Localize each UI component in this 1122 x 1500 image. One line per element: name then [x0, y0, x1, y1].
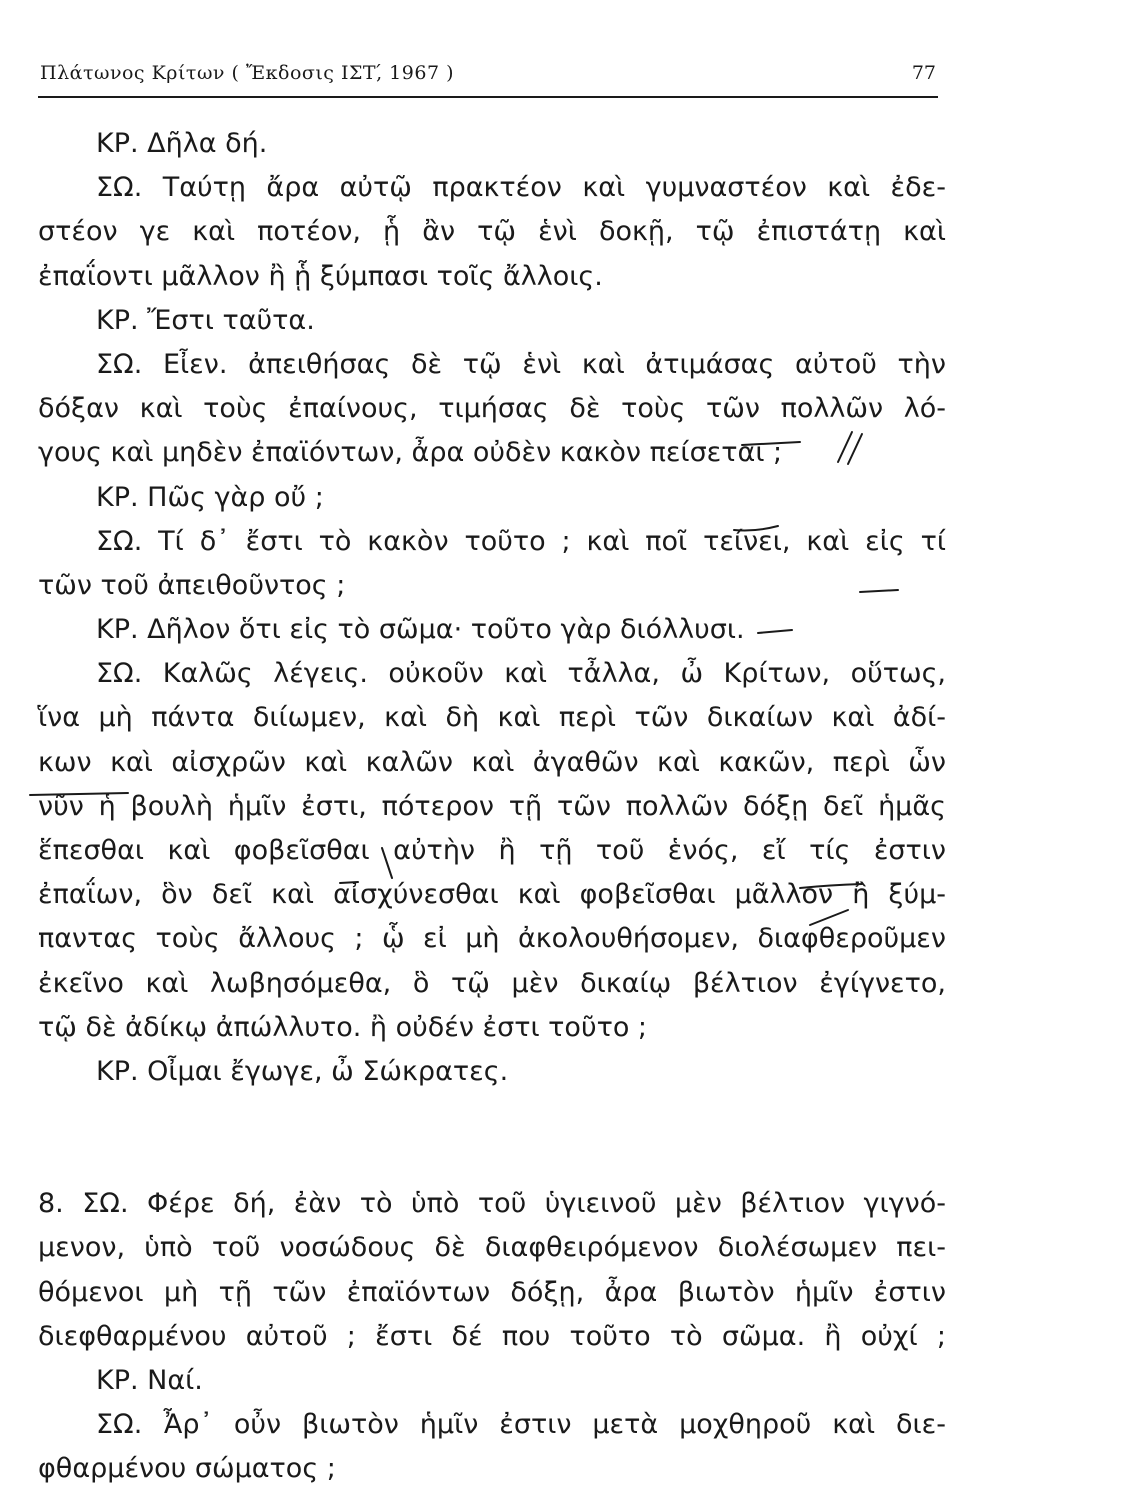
text-line: ΣΩ. Καλῶς λέγεις. οὐκοῦν καὶ τἆλλα, ὦ Κρίτων, οὕτως,	[96, 658, 946, 690]
section-gap	[38, 1094, 946, 1182]
page-number: 77	[911, 62, 936, 84]
text-line: φθαρμένου σώματος ;	[38, 1453, 336, 1485]
text-line: ΚΡ. Δῆλα δή.	[96, 128, 268, 159]
text-line: ΚΡ. Δῆλον ὅτι εἰς τὸ σῶμα· τοῦτο γὰρ διόλλυσι.	[96, 614, 745, 646]
text-line: ΚΡ. Πῶς γὰρ οὔ ;	[96, 481, 324, 513]
text-line: παντας τοὺς ἄλλους ; ᾧ εἰ μὴ ἀκολουθήσομεν, διαφθεροῦμεν	[38, 923, 946, 955]
text-line: νῦν ἡ βουλὴ ἡμῖν ἐστι, πότερον τῇ τῶν πολλῶν δόξῃ δεῖ ἡμᾶς	[38, 790, 946, 822]
text-line: ΚΡ. Οἶμαι ἔγωγε, ὦ Σώκρατες.	[96, 1055, 509, 1087]
dialogue-text	[38, 122, 946, 1491]
text-line: ἐκεῖνο καὶ λωβησόμεθα, ὃ τῷ μὲν δικαίῳ βέλτιον ἐγίγνετο,	[38, 967, 946, 999]
text-line: ἵνα μὴ πάντα διίωμεν, καὶ δὴ καὶ περὶ τῶν δικαίων καὶ ἀδί-	[38, 702, 946, 734]
text-line: ΚΡ. Ναί.	[96, 1364, 203, 1396]
text-line: τῶν τοῦ ἀπειθοῦντος ;	[38, 569, 346, 601]
text-line: κων καὶ αἰσχρῶν καὶ καλῶν καὶ ἀγαθῶν καὶ κακῶν, περὶ ὧν	[38, 746, 946, 778]
text-line: ΚΡ. Ἔστι ταῦτα.	[96, 304, 315, 336]
text-line: δόξαν καὶ τοὺς ἐπαίνους, τιμήσας δὲ τοὺς τῶν πολλῶν λό-	[38, 393, 946, 425]
running-title: Πλάτωνος Κρίτων ( Ἔκδοσις ΙΣΤ,́ 1967 )	[40, 62, 454, 84]
text-line: ἐπαΐων, ὃν δεῖ καὶ αἰσχύνεσθαι καὶ φοβεῖσθαι μᾶλλον ἢ ξύμ-	[38, 879, 946, 911]
text-line: στέον γε καὶ ποτέον, ᾗ ἂν τῷ ἑνὶ δοκῇ, τῷ ἐπιστάτῃ καὶ	[38, 216, 946, 248]
text-line: γους καὶ μηδὲν ἐπαϊόντων, ἆρα οὐδὲν κακὸν πείσεται ;	[38, 437, 783, 469]
text-line: ΣΩ. Τί δ᾽ ἔστι τὸ κακὸν τοῦτο ; καὶ ποῖ τείνει, καὶ εἰς τί	[96, 525, 946, 557]
text-line: 8. ΣΩ. Φέρε δή, ἐὰν τὸ ὑπὸ τοῦ ὑγιεινοῦ μὲν βέλτιον γιγνό-	[38, 1188, 946, 1220]
text-line: ΣΩ. Εἶεν. ἀπειθήσας δὲ τῷ ἑνὶ καὶ ἀτιμάσας αὐτοῦ τὴν	[96, 348, 946, 380]
text-line: τῷ δὲ ἀδίκῳ ἀπώλλυτο. ἢ οὐδέν ἐστι τοῦτο ;	[38, 1011, 648, 1043]
text-line: διεφθαρμένου αὐτοῦ ; ἔστι δέ που τοῦτο τὸ σῶμα. ἢ οὐχί ;	[38, 1320, 946, 1352]
text-line: ΣΩ. Ταύτῃ ἄρα αὐτῷ πρακτέον καὶ γυμναστέον καὶ ἐδε-	[96, 172, 946, 204]
text-line: ἕπεσθαι καὶ φοβεῖσθαι αὐτὴν ἢ τῇ τοῦ ἑνός, εἴ τίς ἐστιν	[38, 835, 946, 866]
text-line: μενον, ὑπὸ τοῦ νοσώδους δὲ διαφθειρόμενον διολέσωμεν πει-	[38, 1232, 946, 1264]
text-line: ἐπαΐοντι μᾶλλον ἢ ᾗ ξύμπασι τοῖς ἄλλοις.	[38, 260, 603, 292]
running-header	[40, 62, 936, 92]
header-rule	[38, 96, 938, 98]
text-line: ΣΩ. Ἆρ᾽ οὖν βιωτὸν ἡμῖν ἐστιν μετὰ μοχθηροῦ καὶ διε-	[96, 1409, 946, 1441]
text-line: θόμενοι μὴ τῇ τῶν ἐπαϊόντων δόξῃ, ἆρα βιωτὸν ἡμῖν ἐστιν	[38, 1276, 946, 1308]
